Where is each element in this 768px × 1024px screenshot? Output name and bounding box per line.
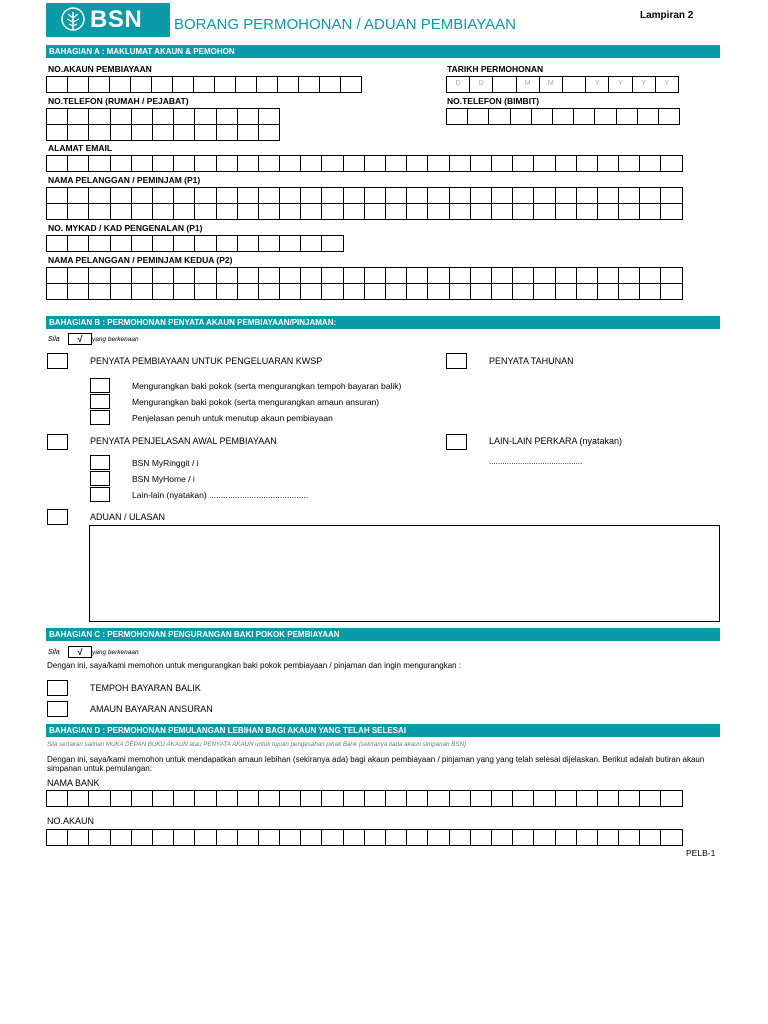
no-akaun-label: NO.AKAUN PEMBIAYAAN [48,64,152,74]
tahunan-label: PENYATA TAHUNAN [489,356,574,366]
no-akaun-d-label: NO.AKAUN [47,816,95,826]
nama-p2-field[interactable] [46,267,683,300]
amaun-checkbox[interactable] [47,701,68,717]
yang-berkenaan-text-c: yang berkenaan [92,649,139,656]
form-code: PELB-1 [686,848,716,858]
section-a-header: BAHAGIAN A : MAKLUMAT AKAUN & PEMOHON [46,45,720,58]
sub3-label: Penjelasan penuh untuk menutup akaun pembiayaan [132,413,333,423]
kwsp-checkbox[interactable] [47,353,68,369]
form-title: BORANG PERMOHONAN / ADUAN PEMBIAYAAN [174,16,517,33]
no-tel-rumah-label: NO.TELEFON (RUMAH / PEJABAT) [48,96,189,106]
awal-label: PENYATA PENJELASAN AWAL PEMBIAYAAN [90,436,277,446]
nama-p1-field[interactable] [46,187,683,220]
myringgit-label: BSN MyRinggit / i [132,458,199,468]
tick-sample-c: √ [68,646,92,658]
nama-p1-label: NAMA PELANGGAN / PEMINJAM (P1) [48,175,201,185]
sub2-checkbox[interactable] [90,394,110,409]
section-c-intro: Dengan ini, saya/kami memohon untuk mengurangkan baki pokok pembiayaan / pinjaman dan ingin mengurangkan : [47,661,462,670]
myhome-label: BSN MyHome / i [132,474,195,484]
tarikh-field[interactable]: D D M M Y Y Y Y [446,76,679,93]
mykad-field[interactable] [46,235,344,252]
section-c-header: BAHAGIAN C : PERMOHONAN PENGURANGAN BAKI POKOK PEMBIAYAAN [46,628,720,641]
yang-berkenaan-text: yang berkenaan [92,336,139,343]
bsn-logo [46,3,170,37]
myringgit-checkbox[interactable] [90,455,110,470]
myhome-checkbox[interactable] [90,471,110,486]
awal-checkbox[interactable] [47,434,68,450]
amaun-label: AMAUN BAYARAN ANSURAN [90,704,213,714]
tree-icon [60,6,86,34]
sila-text: Sila [48,336,60,343]
sub2-label: Mengurangkan baki pokok (serta mengurangkan amaun ansuran) [132,397,380,407]
no-akaun-field[interactable] [46,76,362,93]
aduan-label: ADUAN / ULASAN [90,512,166,522]
section-d-header: BAHAGIAN D : PERMOHONAN PEMULANGAN LEBIHAN BAGI AKAUN YANG TELAH SELESAI [46,724,720,737]
sub1-label: Mengurangkan baki pokok (serta mengurangkan tempoh bayaran balik) [132,381,402,391]
lampiran-label: Lampiran 2 [640,10,694,21]
kwsp-label: PENYATA PEMBIAYAAN UNTUK PENGELUARAN KWSP [90,356,323,366]
no-akaun-d-field[interactable] [46,829,683,846]
nama-p2-label: NAMA PELANGGAN / PEMINJAM KEDUA (P2) [48,255,233,265]
lain-perkara-label: LAIN-LAIN PERKARA (nyatakan) [489,436,623,446]
lainlain-checkbox[interactable] [90,487,110,502]
aduan-checkbox[interactable] [47,509,68,525]
lain-perkara-dots[interactable]: .......................................... [489,457,583,466]
mykad-label: NO. MYKAD / KAD PENGENALAN (P1) [48,223,203,233]
sub3-checkbox[interactable] [90,410,110,425]
aduan-textarea[interactable] [89,525,720,622]
section-d-note: Sila sertakan salinan MUKA DEPAN BUKU AKAUN atau PENYATA AKAUN untuk tujuan pengesahan pihak Bank (sekiranya tiada akaun simpanan BSN) [47,741,467,748]
email-label: ALAMAT EMAIL [48,143,113,153]
tick-sample: √ [68,333,92,345]
brand-name: BSN [90,6,143,33]
tarikh-label: TARIKH PERMOHONAN [447,64,544,74]
sub1-checkbox[interactable] [90,378,110,393]
lain-perkara-checkbox[interactable] [446,434,467,450]
tempoh-label: TEMPOH BAYARAN BALIK [90,683,201,693]
tempoh-checkbox[interactable] [47,680,68,696]
no-tel-rumah-field[interactable] [46,108,280,141]
nama-bank-label: NAMA BANK [47,778,100,788]
lainlain-label: Lain-lain (nyatakan) .......................................... [132,490,309,500]
tahunan-checkbox[interactable] [446,353,467,369]
email-field[interactable] [46,155,683,172]
section-d-intro: Dengan ini, saya/kami memohon untuk mendapatkan amaun lebihan (sekiranya ada) bagi akaun pembiayaan / pinjaman yang yang telah selesai dijelaskan. Berikut adalah butiran akaun simpanan untuk pemulangan: [47,755,705,773]
no-tel-bimbit-field[interactable] [446,108,680,125]
nama-bank-field[interactable] [46,790,683,807]
sila-text-c: Sila [48,649,60,656]
no-tel-bimbit-label: NO.TELEFON (BIMBIT) [447,96,540,106]
section-b-header: BAHAGIAN B : PERMOHONAN PENYATA AKAUN PEMBIAYAAN/PINJAMAN: [46,316,720,329]
